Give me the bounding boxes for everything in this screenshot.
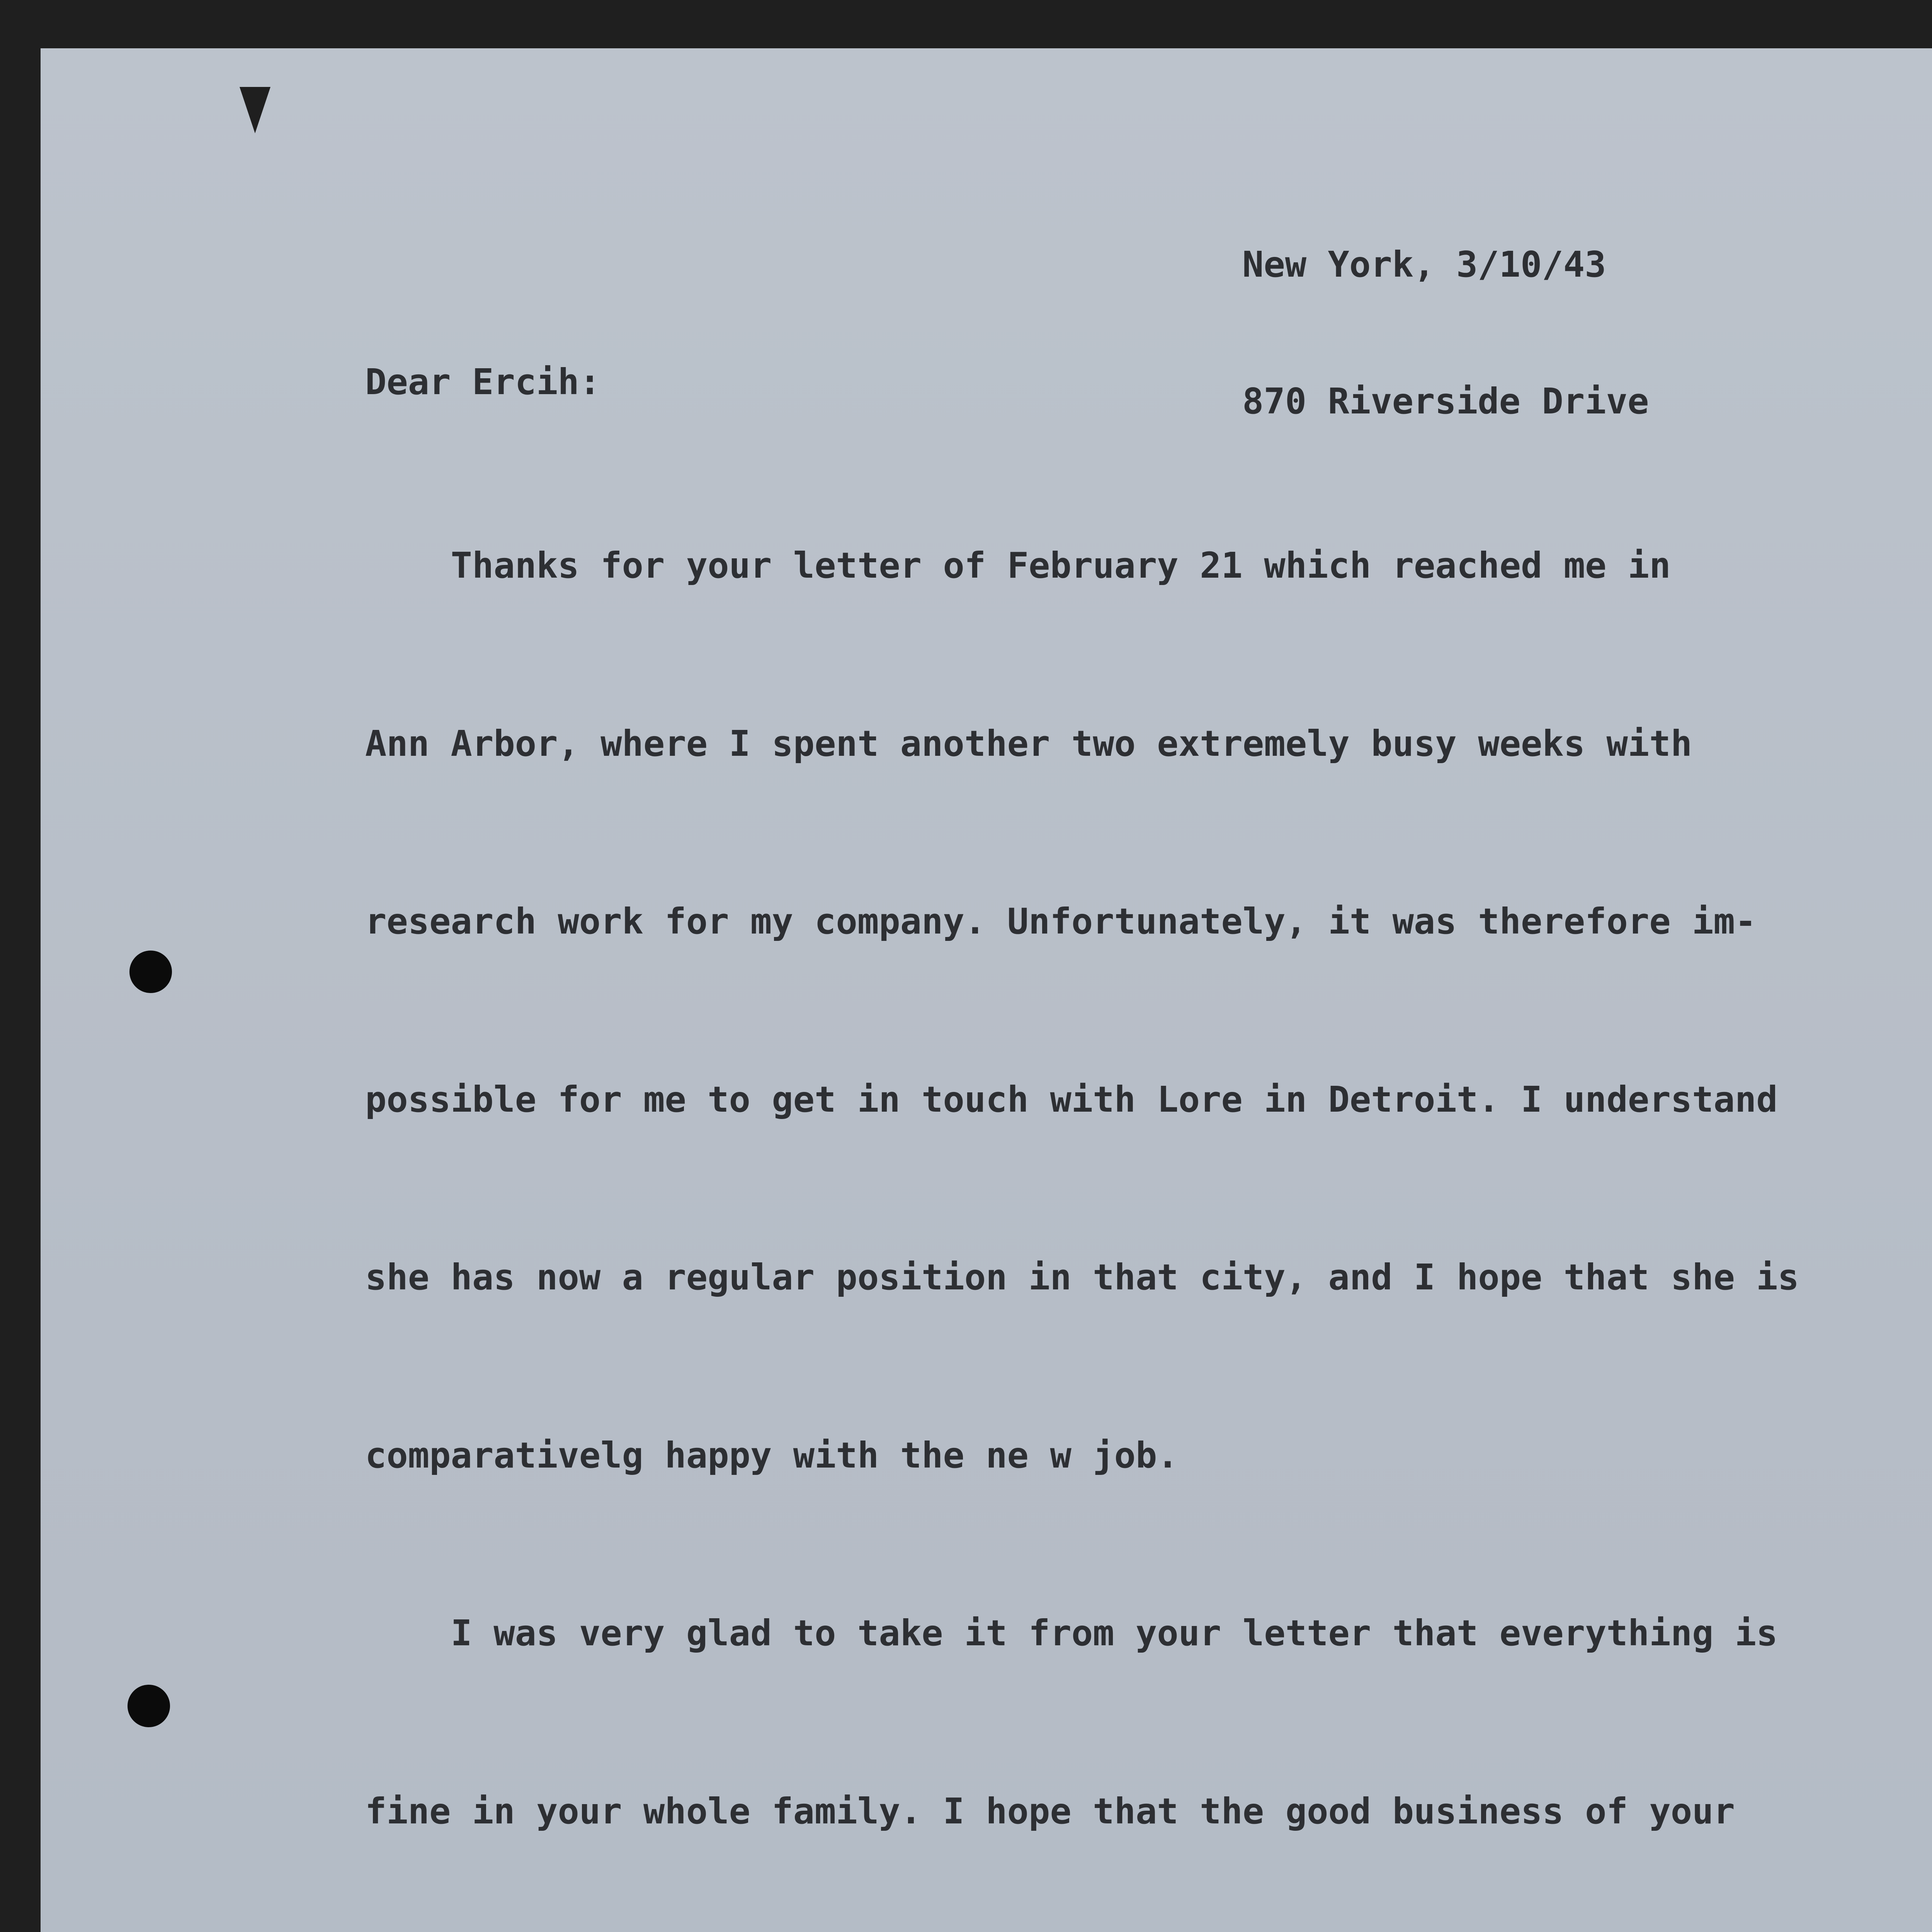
body-line: research work for my company. Unfortunately, it was therefore im- <box>365 901 1757 942</box>
letter-body <box>365 417 1820 1932</box>
body-line: I was very glad to take it from your letter that everything is <box>365 1612 1778 1654</box>
body-line: Ann Arbor, where I spent another two extremely busy weeks with <box>365 723 1692 764</box>
body-line: she has now a regular position in that city, and I hope that she is <box>365 1257 1799 1298</box>
body-line: possible for me to get in touch with Lore in Detroit. I understand <box>365 1078 1778 1120</box>
greeting: Dear Ercih: <box>365 361 601 403</box>
body-line: Thanks for your letter of February 21 which reached me in <box>365 545 1671 586</box>
punch-hole-lower <box>128 1685 170 1727</box>
body-line: fine in your whole family. I hope that the good business of your <box>365 1790 1735 1832</box>
sender-address: 870 Riverside Drive <box>1242 381 1649 422</box>
torn-corner <box>240 87 270 133</box>
punch-hole-upper <box>129 951 172 993</box>
place-date: New York, 3/10/43 <box>1242 244 1606 285</box>
body-line: comparativelg happy with the ne w job. <box>365 1434 1179 1476</box>
